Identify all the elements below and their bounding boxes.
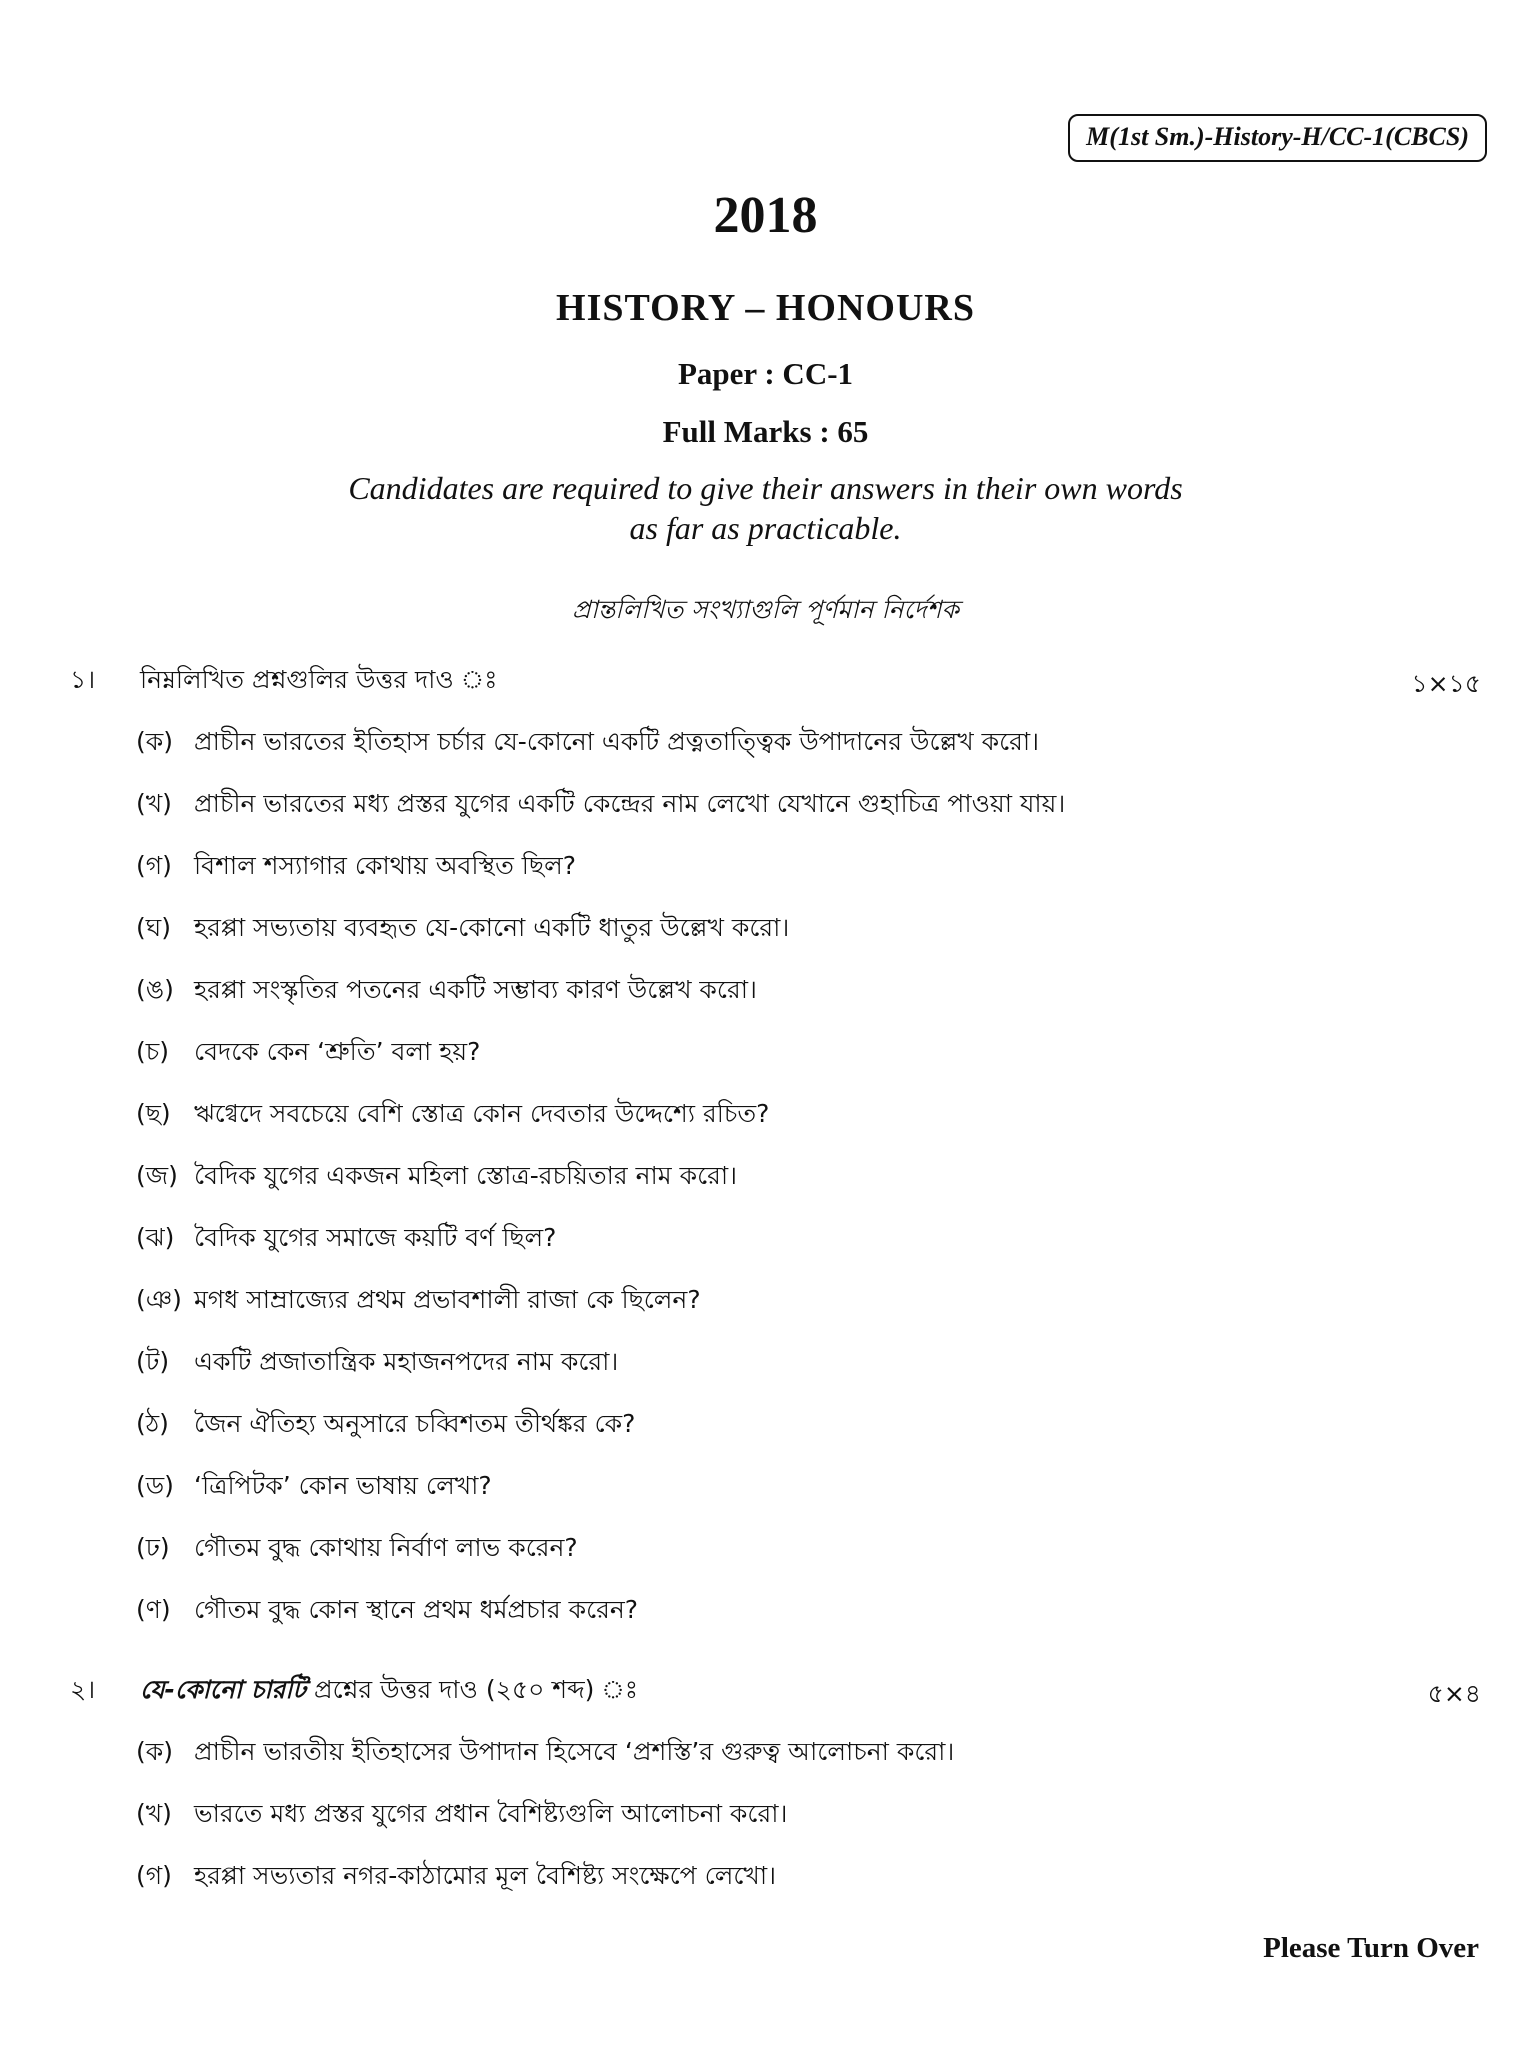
- q1-item: [136, 1156, 737, 1199]
- item-text: বৈদিক যুগের সমাজে কয়টি বর্ণ ছিল?: [194, 1223, 557, 1252]
- item-label: (গ): [136, 1861, 172, 1890]
- item-text: একটি প্রজাতান্ত্রিক মহাজনপদের নাম করো।: [194, 1347, 619, 1376]
- paper-label: Paper : CC-1: [677, 356, 854, 391]
- item-text: ‘ত্রিপিটক’ কোন ভাষায় লেখা?: [194, 1471, 492, 1500]
- instruction-line-2: as far as practicable.: [629, 510, 902, 546]
- item-text: হরপ্পা সংস্কৃতির পতনের একটি সম্ভাব্য কারণ উল্লেখ করো।: [194, 975, 757, 1004]
- item-label: (ঙ): [136, 975, 174, 1004]
- subject-title: HISTORY – HONOURS: [556, 287, 975, 329]
- item-label: (জ): [136, 1161, 178, 1190]
- q2-item: [136, 1794, 787, 1837]
- item-text: গৌতম বুদ্ধ কোন স্থানে প্রথম ধর্মপ্রচার করেন?: [194, 1595, 639, 1624]
- please-turn-over: Please Turn Over: [1263, 1932, 1479, 1964]
- item-label: (ক): [136, 727, 173, 756]
- item-text: ঋগ্বেদে সবচেয়ে বেশি স্তোত্র কোন দেবতার উদ্দেশ্যে রচিত?: [194, 1099, 770, 1128]
- item-label: (ঞ): [136, 1285, 182, 1314]
- item-text: প্রাচীন ভারতের ইতিহাস চর্চার যে-কোনো একটি প্রত্নতাত্ত্বিক উপাদানের উল্লেখ করো।: [194, 727, 1040, 756]
- q1-item: [136, 1466, 492, 1509]
- item-label: (ঘ): [136, 913, 171, 942]
- question-emphasis: যে-কোনো চারটি: [140, 1675, 306, 1704]
- q1-item: [136, 784, 1065, 827]
- question-2-heading: [70, 1670, 1481, 1710]
- q2-item: [136, 1856, 776, 1899]
- item-label: (ঠ): [136, 1409, 169, 1438]
- q1-item: [136, 1094, 769, 1137]
- item-text: গৌতম বুদ্ধ কোথায় নির্বাণ লাভ করেন?: [194, 1533, 578, 1562]
- item-label: (ক): [136, 1737, 173, 1766]
- q1-item: [136, 1528, 578, 1571]
- q1-item: [136, 1590, 638, 1633]
- item-text: বেদকে কেন ‘শ্রুতি’ বলা হয়?: [194, 1037, 481, 1066]
- item-text: হরপ্পা সভ্যতার নগর-কাঠামোর মূল বৈশিষ্ট্য সংক্ষেপে লেখো।: [194, 1861, 777, 1890]
- item-label: (খ): [136, 789, 172, 818]
- exam-year: 2018: [713, 187, 818, 244]
- question-text: নিম্নলিখিত প্রশ্নগুলির উত্তর দাও ঃ: [140, 665, 498, 694]
- margin-note: প্রান্তলিখিত সংখ্যাগুলি পূর্ণমান নির্দেশক: [572, 595, 959, 624]
- item-text: বৈদিক যুগের একজন মহিলা স্তোত্র-রচয়িতার নাম করো।: [194, 1161, 738, 1190]
- q1-item: [136, 1280, 701, 1323]
- q1-item: [136, 908, 789, 951]
- item-text: জৈন ঐতিহ্য অনুসারে চব্বিশতম তীর্থঙ্কর কে?: [194, 1409, 636, 1438]
- q1-item: [136, 970, 757, 1013]
- item-label: (ঢ): [136, 1533, 170, 1562]
- instruction-line-1: Candidates are required to give their answers in their own words: [348, 470, 1183, 506]
- q1-item: [136, 1218, 556, 1261]
- item-text: মগধ সাম্রাজ্যের প্রথম প্রভাবশালী রাজা কে ছিলেন?: [194, 1285, 701, 1314]
- q1-item: [136, 1032, 480, 1075]
- item-label: (ড): [136, 1471, 174, 1500]
- item-label: (ট): [136, 1347, 170, 1376]
- q1-item: [136, 1342, 618, 1385]
- q1-item: [136, 1404, 635, 1447]
- q1-item: [136, 722, 1039, 765]
- item-text: প্রাচীন ভারতীয় ইতিহাসের উপাদান হিসেবে ‘প্রশস্তি’র গুরুত্ব আলোচনা করো।: [194, 1737, 955, 1766]
- instructions: [0, 468, 1531, 548]
- item-text: প্রাচীন ভারতের মধ্য প্রস্তর যুগের একটি কেন্দ্রের নাম লেখো যেখানে গুহাচিত্র পাওয়া যায়।: [194, 789, 1066, 818]
- question-text-rest: প্রশ্নের উত্তর দাও (২৫০ শব্দ) ঃ: [313, 1675, 639, 1704]
- question-marks: ১×১৫: [1411, 669, 1481, 698]
- item-label: (ছ): [136, 1099, 171, 1128]
- item-label: (ণ): [136, 1595, 171, 1624]
- item-text: বিশাল শস্যাগার কোথায় অবস্থিত ছিল?: [194, 851, 576, 880]
- q1-item: [136, 846, 576, 889]
- paper-code-badge: M(1st Sm.)-History-H/CC-1(CBCS): [1068, 114, 1487, 162]
- question-1-heading: [70, 660, 1481, 700]
- question-number: ১।: [70, 665, 96, 694]
- q2-item: [136, 1732, 954, 1775]
- item-text: ভারতে মধ্য প্রস্তর যুগের প্রধান বৈশিষ্ট্যগুলি আলোচনা করো।: [194, 1799, 788, 1828]
- question-number: ২।: [70, 1675, 96, 1704]
- item-label: (ঝ): [136, 1223, 175, 1252]
- full-marks: Full Marks : 65: [662, 414, 869, 449]
- item-label: (গ): [136, 851, 172, 880]
- question-text: [140, 1670, 638, 1713]
- item-text: হরপ্পা সভ্যতায় ব্যবহৃত যে-কোনো একটি ধাতুর উল্লেখ করো।: [194, 913, 790, 942]
- question-marks: ৫×৪: [1427, 1679, 1481, 1708]
- item-label: (চ): [136, 1037, 169, 1066]
- item-label: (খ): [136, 1799, 172, 1828]
